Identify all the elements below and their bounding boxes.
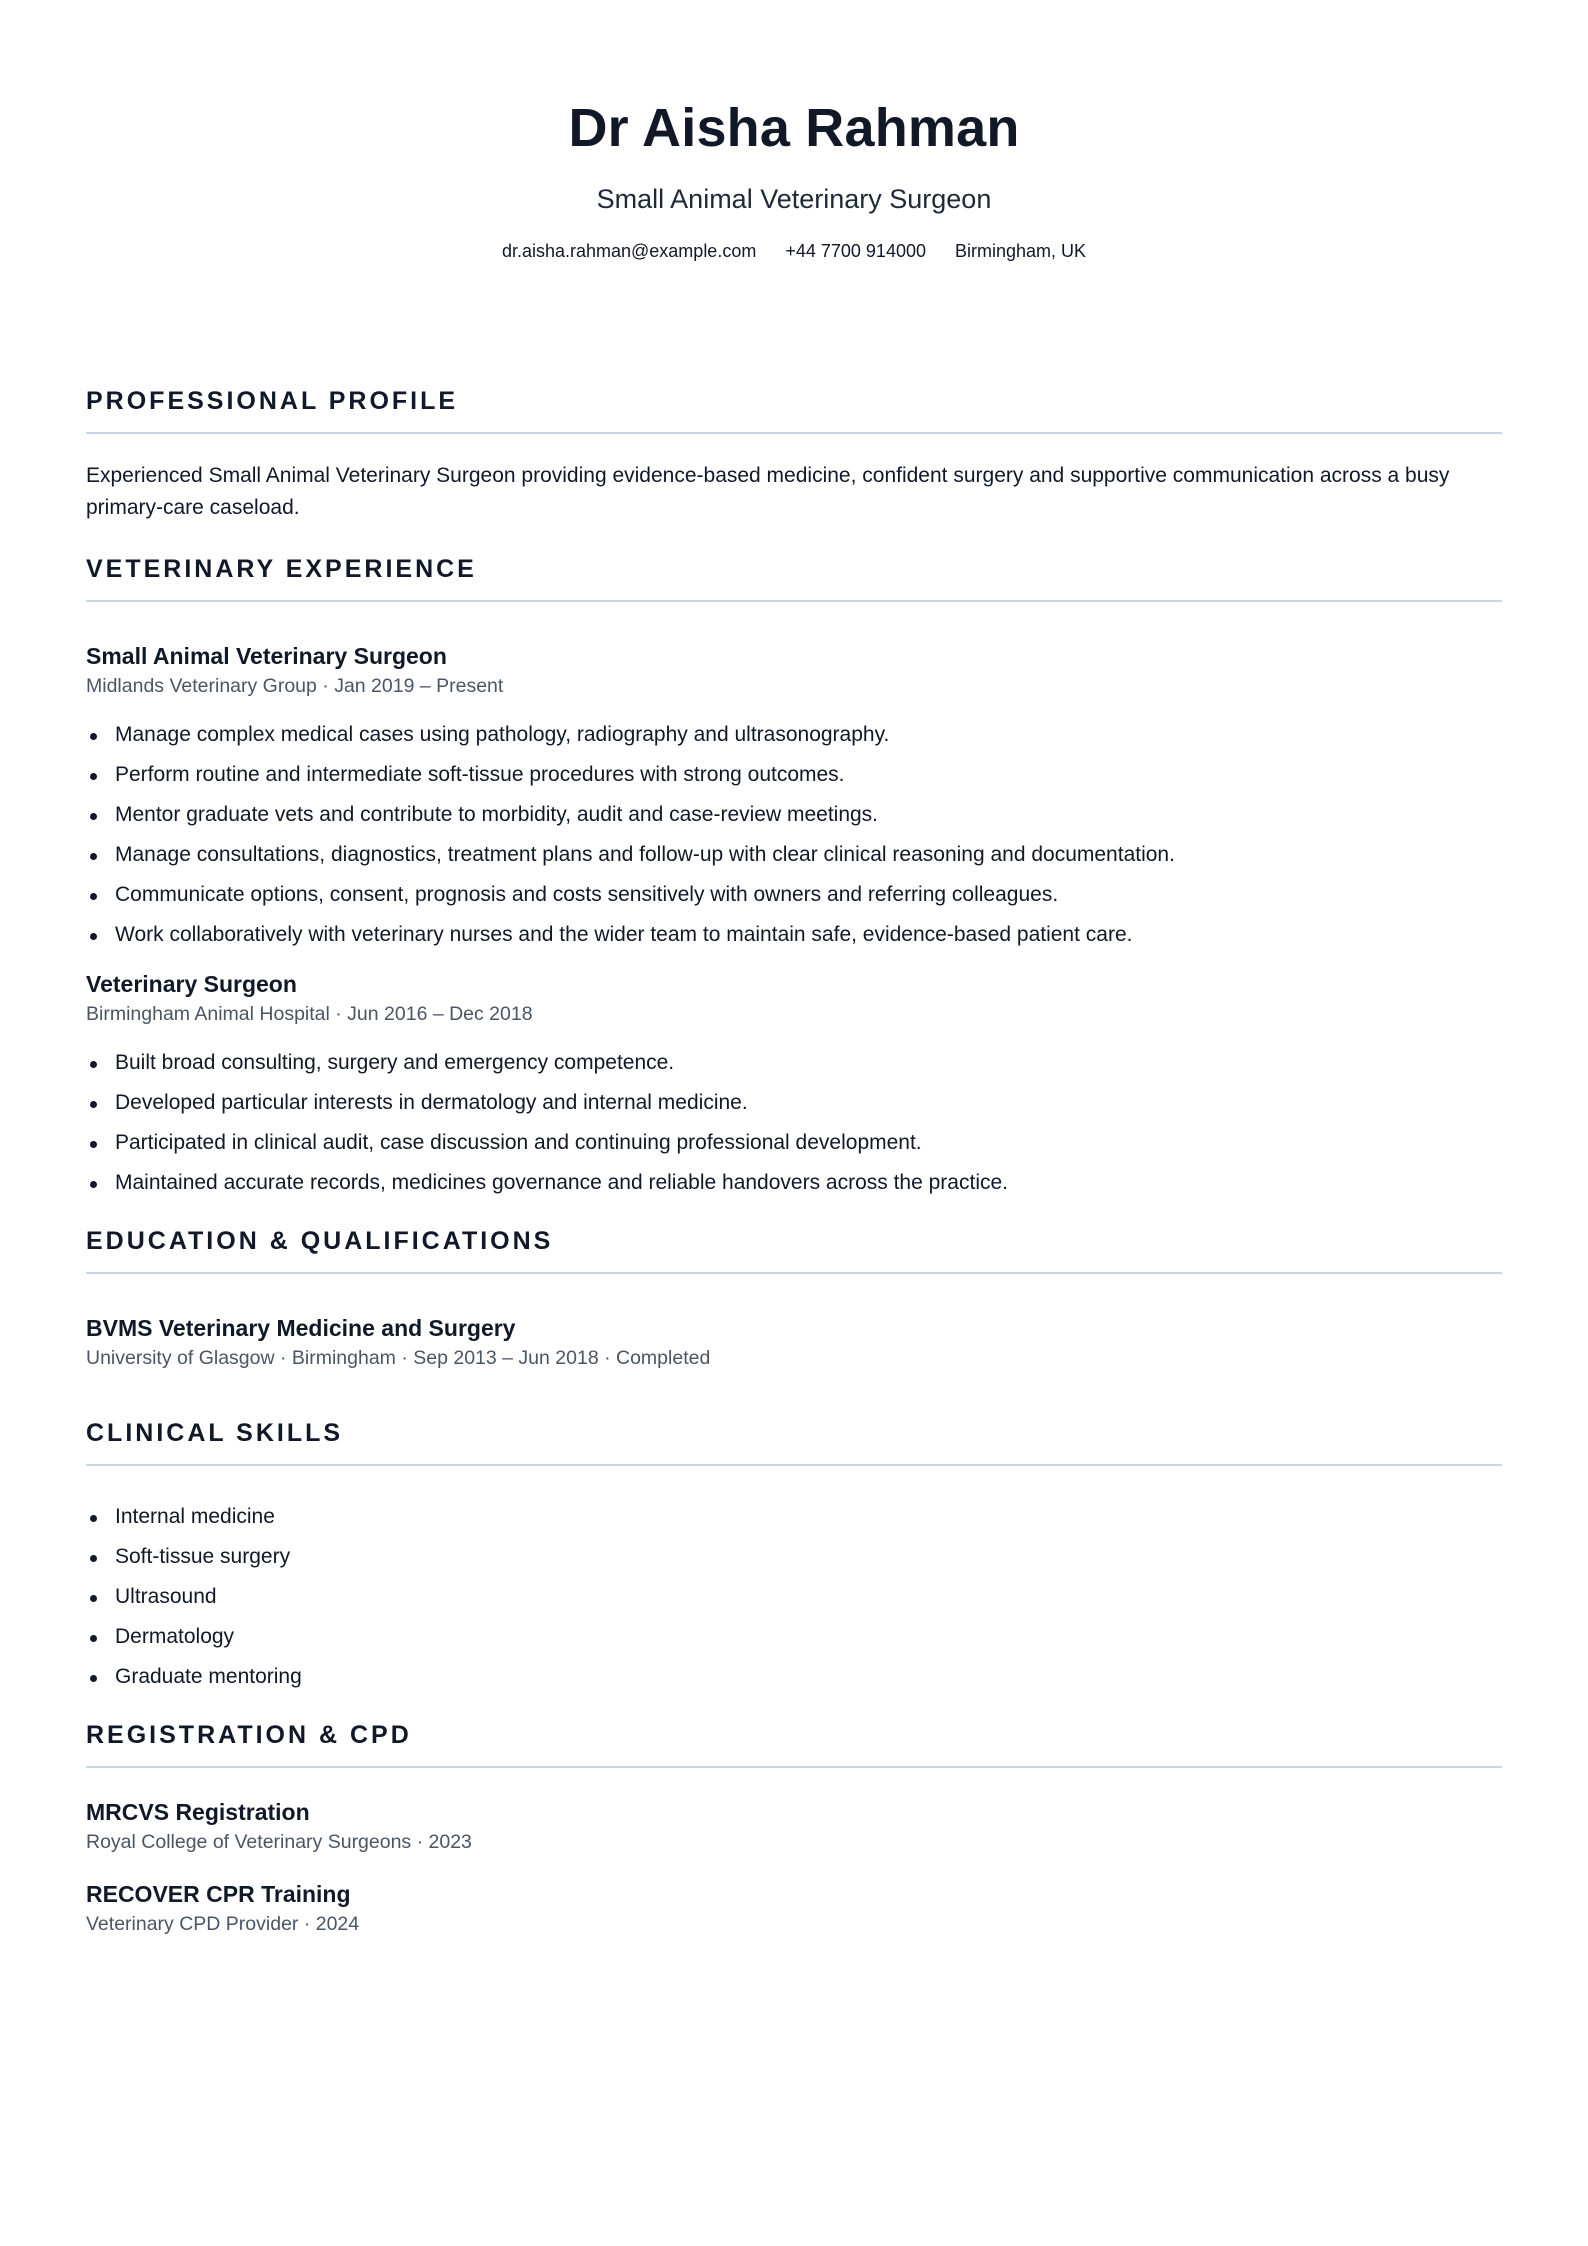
section-divider: [86, 600, 1502, 602]
registration-title: MRCVS Registration: [86, 1799, 310, 1825]
experience-section: [86, 554, 1502, 1196]
education-section: [86, 1226, 1502, 1370]
profile-section: [86, 386, 1502, 524]
degree-title: BVMS Veterinary Medicine and Surgery: [86, 1315, 516, 1341]
registration-entry: [86, 1798, 1502, 1854]
bullet-item: Work collaboratively with veterinary nurses and the wider team to maintain safe, evidence-based patient care.: [86, 922, 1502, 948]
skill-item: Soft-tissue surgery: [86, 1544, 1502, 1570]
contact-email[interactable]: dr.aisha.rahman@example.com: [501, 241, 757, 261]
bullet-item: Manage consultations, diagnostics, treatment plans and follow-up with clear clinical reasoning and documentation.: [86, 842, 1502, 868]
job-bullets: [86, 722, 1502, 948]
registration-section: [86, 1720, 1502, 1936]
job-title: Small Animal Veterinary Surgeon: [86, 643, 447, 669]
registration-title: RECOVER CPR Training: [86, 1881, 351, 1907]
registration-entry: [86, 1880, 1502, 1936]
bullet-item: Mentor graduate vets and contribute to morbidity, audit and case-review meetings.: [86, 802, 1502, 828]
bullet-item: Developed particular interests in dermatology and internal medicine.: [86, 1090, 1502, 1116]
skills-section: [86, 1418, 1502, 1690]
bullet-item: Built broad consulting, surgery and emergency competence.: [86, 1050, 1502, 1076]
resume-body: [86, 386, 1502, 1936]
section-heading-skills: CLINICAL SKILLS: [86, 1419, 344, 1447]
education-entry: [86, 1314, 1502, 1370]
skills-list: [86, 1504, 1502, 1690]
skill-item: Dermatology: [86, 1624, 1502, 1650]
bullet-item: Maintained accurate records, medicines governance and reliable handovers across the practice.: [86, 1170, 1502, 1196]
section-heading-education: EDUCATION & QUALIFICATIONS: [86, 1227, 554, 1255]
skill-item: Graduate mentoring: [86, 1664, 1502, 1690]
job-entry: [86, 642, 1502, 948]
section-heading-profile: PROFESSIONAL PROFILE: [86, 387, 459, 415]
bullet-item: Manage complex medical cases using pathology, radiography and ultrasonography.: [86, 722, 1502, 748]
skill-item: Internal medicine: [86, 1504, 1502, 1530]
profile-summary: Experienced Small Animal Veterinary Surgeon providing evidence-based medicine, confident surgery and supportive communication across a busy primary-care caseload.: [86, 464, 1450, 519]
bullet-item: Perform routine and intermediate soft-tissue procedures with strong outcomes.: [86, 762, 1502, 788]
bullet-item: Participated in clinical audit, case discussion and continuing professional development.: [86, 1130, 1502, 1156]
contact-location: Birmingham, UK: [955, 241, 1087, 261]
section-divider: [86, 1272, 1502, 1274]
section-heading-experience: VETERINARY EXPERIENCE: [86, 555, 477, 583]
section-heading-registration: REGISTRATION & CPD: [86, 1721, 412, 1749]
contact-phone[interactable]: +44 7700 914000: [785, 241, 926, 261]
resume-header: [86, 0, 1502, 262]
candidate-title: Small Animal Veterinary Surgeon: [596, 184, 992, 214]
registration-meta: Veterinary CPD Provider · 2024: [86, 1913, 360, 1935]
section-divider: [86, 1464, 1502, 1466]
skill-item: Ultrasound: [86, 1584, 1502, 1610]
bullet-item: Communicate options, consent, prognosis and costs sensitively with owners and referring colleagues.: [86, 882, 1502, 908]
degree-meta: University of Glasgow · Birmingham · Sep 2013 – Jun 2018 · Completed: [86, 1347, 711, 1369]
registration-meta: Royal College of Veterinary Surgeons · 2023: [86, 1831, 472, 1853]
section-divider: [86, 1766, 1502, 1768]
section-divider: [86, 432, 1502, 434]
contact-line: [86, 240, 1502, 262]
job-entry: [86, 970, 1502, 1196]
job-meta: Midlands Veterinary Group · Jan 2019 – Present: [86, 675, 504, 697]
job-bullets: [86, 1050, 1502, 1196]
candidate-name: Dr Aisha Rahman: [568, 98, 1020, 158]
job-title: Veterinary Surgeon: [86, 971, 297, 997]
job-meta: Birmingham Animal Hospital · Jun 2016 – Dec 2018: [86, 1003, 533, 1025]
